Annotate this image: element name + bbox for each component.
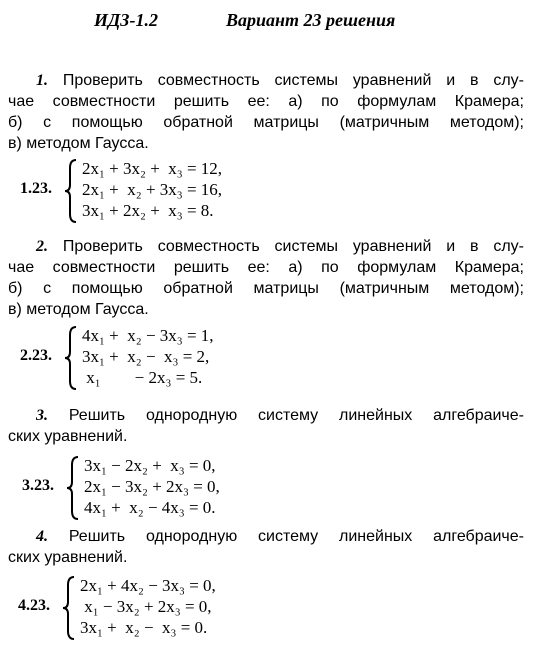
equation: 3x₁ + x₂ − x₃ = 0. (80, 618, 208, 637)
task-4-line-2: ских уравнений. (8, 549, 128, 566)
system-1-label: 1.23. (20, 180, 52, 197)
task-2 (8, 236, 524, 320)
equation: 2x₁ + x₂ + 3x₃ = 16, (82, 180, 223, 199)
task-2-line-2: чае совместности решить ее: а) по формулам Крамера; (8, 259, 524, 276)
task-1-number: 1. (36, 72, 48, 89)
task-1-line-2: чае совместности решить ее: а) по формулам Крамера; (8, 93, 524, 110)
task-2-number: 2. (36, 238, 48, 255)
variant-title: Вариант 23 решения (226, 10, 396, 30)
equation: 3x₁ − 2x₂ + x₃ = 0, (84, 456, 216, 475)
equation: x₁ − 2x₃ = 5. (82, 368, 203, 387)
task-3 (8, 405, 524, 447)
task-4 (8, 526, 524, 568)
system-1-equations (82, 158, 222, 221)
task-1-line-4: в) методом Гаусса. (8, 135, 149, 152)
equation: 4x₁ + x₂ − 3x₃ = 1, (82, 326, 214, 345)
equation: 3x₁ + 2x₂ + x₃ = 8. (82, 201, 214, 220)
equation: 2x₁ + 3x₂ + x₃ = 12, (82, 159, 223, 178)
task-2-line-4: в) методом Гаусса. (8, 301, 149, 318)
system-2-equations (82, 325, 214, 388)
task-3-text (8, 405, 524, 447)
task-3-number: 3. (36, 407, 48, 424)
task-4-text (8, 526, 524, 568)
equation: 4x₁ + x₂ − 4x₃ = 0. (84, 498, 216, 517)
system-4-label: 4.23. (18, 597, 50, 614)
task-1-line-1: 1. Проверить совместность системы уравнений и в слу- (36, 72, 525, 89)
task-4-line-1: 4. Решить однородную систему линейных алгебраиче- (36, 528, 524, 545)
left-brace-icon (66, 455, 80, 521)
page-header (0, 10, 538, 38)
equation: x₁ − 3x₂ + 2x₃ = 0, (80, 597, 212, 616)
equation: 2x₁ + 4x₂ − 3x₃ = 0, (80, 576, 216, 595)
task-1 (8, 70, 524, 154)
task-3-line-2: ских уравнений. (8, 428, 128, 445)
assignment-title: ИДЗ-1.2 (94, 10, 158, 30)
left-brace-icon (64, 158, 78, 224)
system-4-equations (80, 575, 216, 638)
equation: 2x₁ − 3x₂ + 2x₃ = 0, (84, 477, 220, 496)
equation: 3x₁ + x₂ − x₃ = 2, (82, 347, 210, 366)
task-2-text (8, 236, 524, 320)
task-1-line-3: б) с помощью обратной матрицы (матричным методом); (8, 114, 524, 131)
left-brace-icon (62, 575, 76, 641)
system-3-label: 3.23. (22, 477, 54, 494)
left-brace-icon (64, 325, 78, 391)
task-2-line-1: 2. Проверить совместность системы уравнений и в слу- (36, 238, 525, 255)
task-3-line-1: 3. Решить однородную систему линейных алгебраиче- (36, 407, 524, 424)
system-2-label: 2.23. (20, 347, 52, 364)
task-2-line-3: б) с помощью обратной матрицы (матричным методом); (8, 280, 524, 297)
task-4-number: 4. (36, 528, 48, 545)
system-3-equations (84, 455, 220, 518)
task-1-text (8, 70, 524, 154)
